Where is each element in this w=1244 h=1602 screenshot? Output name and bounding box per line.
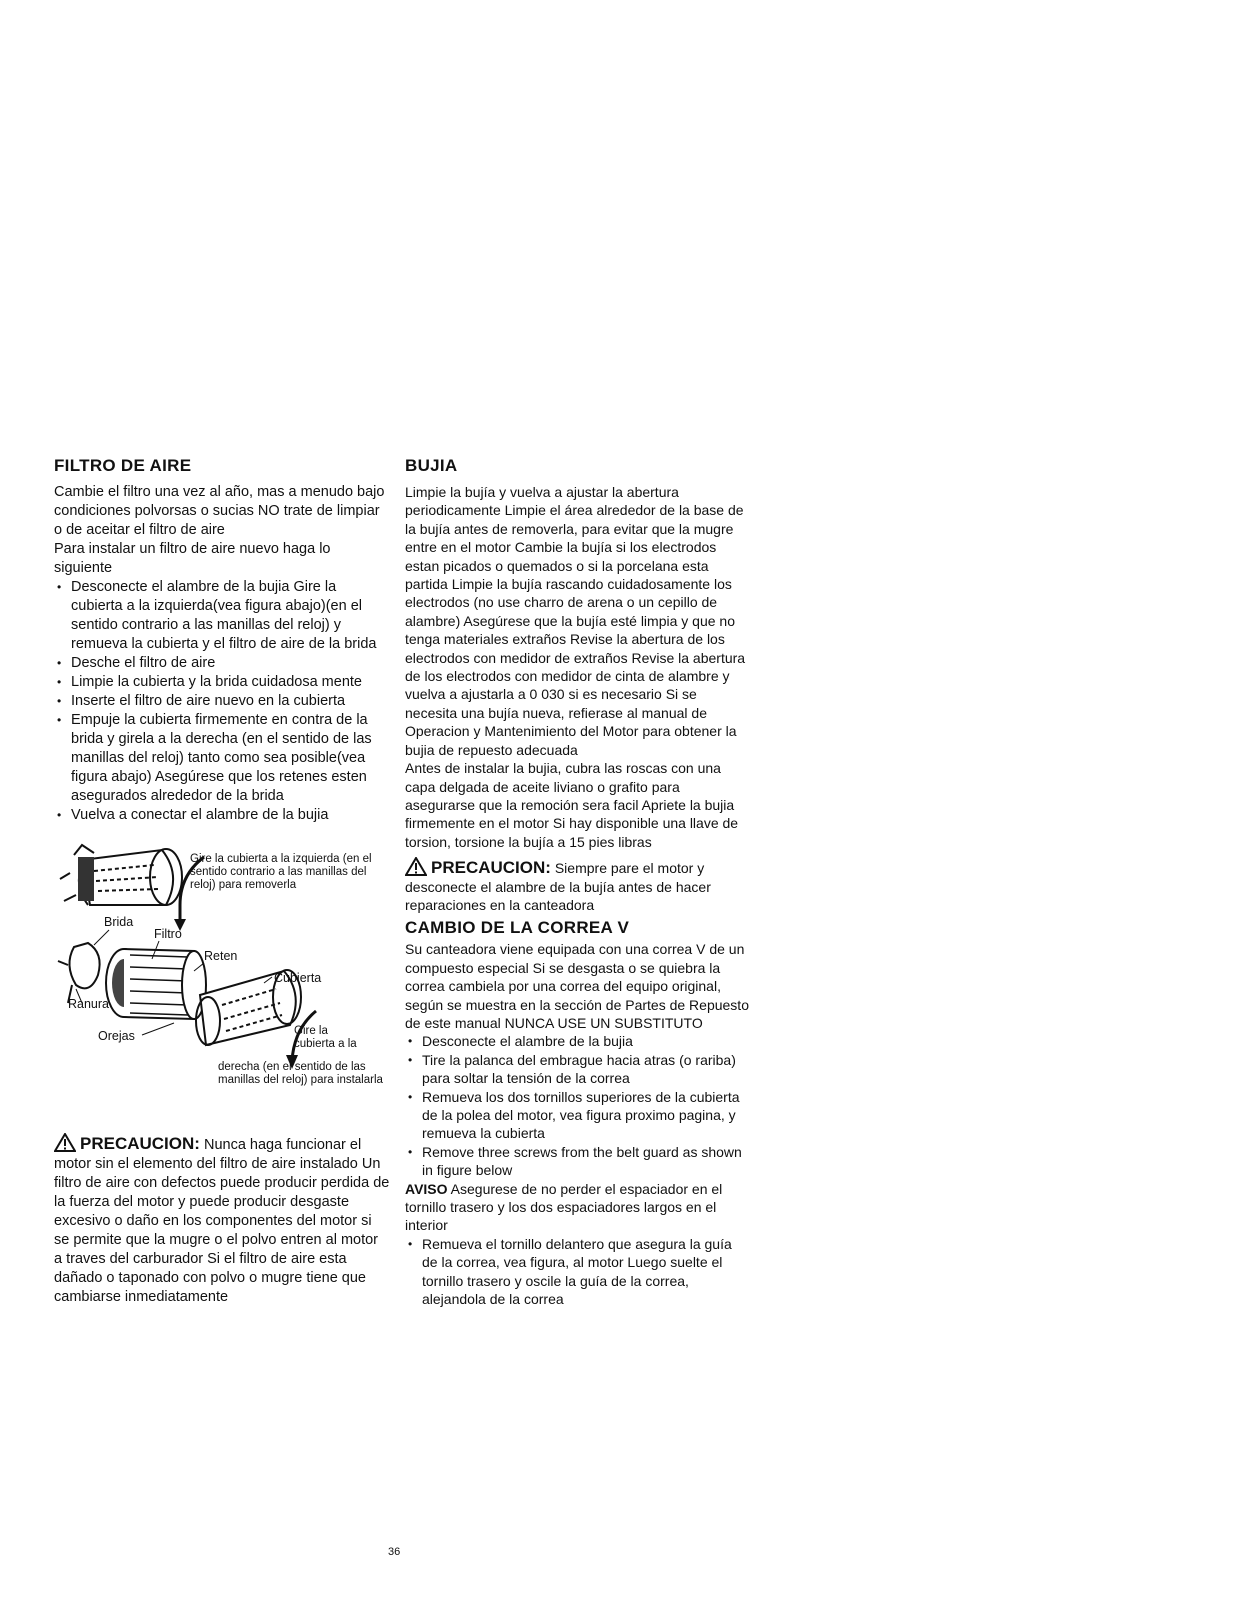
- list-item: • Tire la palanca del embrague hacia atras (o rariba) para soltar la tensión de la correa: [405, 1051, 750, 1088]
- list-item: • Empuje la cubierta firmemente en contra de la brida y girela a la derecha (en el sentido de las manillas del reloj) tanto como sea posible(vea figura abajo) Asegúrese que los retenes esten asegurados alrededor de la brida: [54, 711, 390, 806]
- filtro-steps: [54, 578, 390, 825]
- bujia-paragraph-1: Limpie la bujía y vuelva a ajustar la abertura periodicamente Limpie el área alrededor de la base de la bujía antes de removerla, para evitar que la mugre entre en el motor Cambie la bujía si los electrodos estan picados o quemados o si la porcelana esta partida Limpie la bujía rascando cuidadosamente los electrodos (no use charro de arena o un cepillo de alambre) Asegúrese que la bujía esté limpia y que no tenga materiales extraños Revise la abertura de los electrodos con medidor de extraños Revise la abertura de los electrodos con medidor de cinta de alambre y vuelva a ajustarla a 0 030 si es necesario Si se necesita una bujía nueva, refierase al manual de Operacion y Mantenimiento del Motor para obtener la bujia de repuesto adecuada: [405, 484, 746, 758]
- list-item: • Desche el filtro de aire: [54, 654, 390, 673]
- list-item: • Vuelva a conectar el alambre de la bujia: [54, 806, 390, 825]
- warning-triangle-icon: [405, 857, 427, 876]
- section-title-bujia: BUJIA: [405, 456, 458, 475]
- filtro-intro: Cambie el filtro una vez al año, mas a menudo bajo condiciones polvorsas o sucias NO trate de limpiar o de aceitar el filtro de aire: [54, 484, 385, 538]
- list-item: • Inserte el filtro de aire nuevo en la cubierta: [54, 692, 390, 711]
- list-item: • Remueva el tornillo delantero que asegura la guía de la correa, vea figura, al motor Luego suelte el tornillo trasero y oscile la guía de la correa, alejandola de la correa: [405, 1235, 750, 1309]
- list-item: • Remove three screws from the belt guard as shown in figure below: [405, 1143, 750, 1180]
- warning-triangle-icon: [54, 1133, 76, 1152]
- correa-steps-2: [405, 1235, 750, 1309]
- figure-label-turn-right-a: Gire la cubierta a la: [294, 1025, 357, 1050]
- caution-text: Nunca haga funcionar el motor sin el elemento del filtro de aire instalado Un filtro de aire con defectos puede producir perdida de la fuerza del motor y puede producir desgaste excesivo o daño en los componentes del motor si se permite que la mugre o el polvo entren al motor a traves del carburador Si el filtro de aire esta dañado o taponado con polvo o mugre tiene que cambiarse inmediatamente: [54, 1137, 390, 1305]
- filtro-install-intro: Para instalar un filtro de aire nuevo haga lo siguiente: [54, 541, 331, 576]
- list-item: • Limpie la cubierta y la brida cuidadosa mente: [54, 673, 390, 692]
- caution-paragraph-right: [405, 857, 750, 914]
- caution-label: PRECAUCION:: [80, 1134, 200, 1153]
- aviso-text: Asegurese de no perder el espaciador en el tornillo trasero y los dos espaciadores largos en el interior: [405, 1180, 723, 1234]
- list-item: • Remueva los dos tornillos superiores de la cubierta de la polea del motor, vea figura proximo pagina, y remueva la cubierta: [405, 1088, 750, 1143]
- section-title-filtro: FILTRO DE AIRE: [54, 456, 192, 475]
- page-number: 36: [388, 1546, 401, 1558]
- figure-label-filtro: Filtro: [154, 927, 182, 941]
- figure-label-turn-right-b: derecha (en el sentido de las manillas del reloj) para instalarla: [218, 1061, 383, 1086]
- air-filter-figure: [54, 835, 394, 1125]
- cover-top-drawing: [60, 845, 182, 905]
- list-item: • Desconecte el alambre de la bujia: [405, 1032, 750, 1050]
- right-column: [405, 456, 750, 1308]
- figure-label-reten: Reten: [204, 949, 238, 963]
- correa-paragraph: Su canteadora viene equipada con una correa V de un compuesto especial Si se desgasta o se quiebra la correa cambiela por una correa del equipo original, según se muestra en la sección de Partes de Repuesto de este manual NUNCA USE UN SUBSTITUTO: [405, 941, 749, 1031]
- aviso-paragraph: [405, 1180, 750, 1235]
- caution-label: PRECAUCION:: [431, 858, 551, 878]
- bujia-paragraph-2: Antes de instalar la bujia, cubra las roscas con una capa delgada de aceite liviano o grafito para asegurarse que la remoción sera facil Apriete la bujia firmemente en el motor Si hay disponible una llave de torsion, torsione la bujía a 15 pies libras: [405, 760, 739, 850]
- caution-paragraph-left: [54, 1133, 390, 1307]
- figure-label-turn-left: Gire la cubierta a la izquierda (en el sentido contrario a las manillas del reloj) para removerla: [190, 853, 372, 891]
- aviso-label: AVISO: [405, 1180, 448, 1197]
- left-column: [54, 456, 390, 1307]
- figure-label-orejas: Orejas: [98, 1029, 135, 1043]
- correa-steps: [405, 1032, 750, 1179]
- figure-label-brida: Brida: [104, 915, 134, 929]
- section-title-correa: CAMBIO DE LA CORREA V: [405, 918, 630, 938]
- caution-text: Siempre pare el motor y desconecte el alambre de la bujía antes de hacer reparaciones en la canteadora: [405, 860, 711, 913]
- figure-label-cubierta: Cubierta: [274, 971, 322, 985]
- list-item: • Desconecte el alambre de la bujia Gire la cubierta a la izquierda(vea figura abajo)(en el sentido contrario a las manillas del reloj) y remueva la cubierta y el filtro de aire de la brida: [54, 578, 390, 654]
- figure-label-ranura: Ranura: [68, 997, 109, 1011]
